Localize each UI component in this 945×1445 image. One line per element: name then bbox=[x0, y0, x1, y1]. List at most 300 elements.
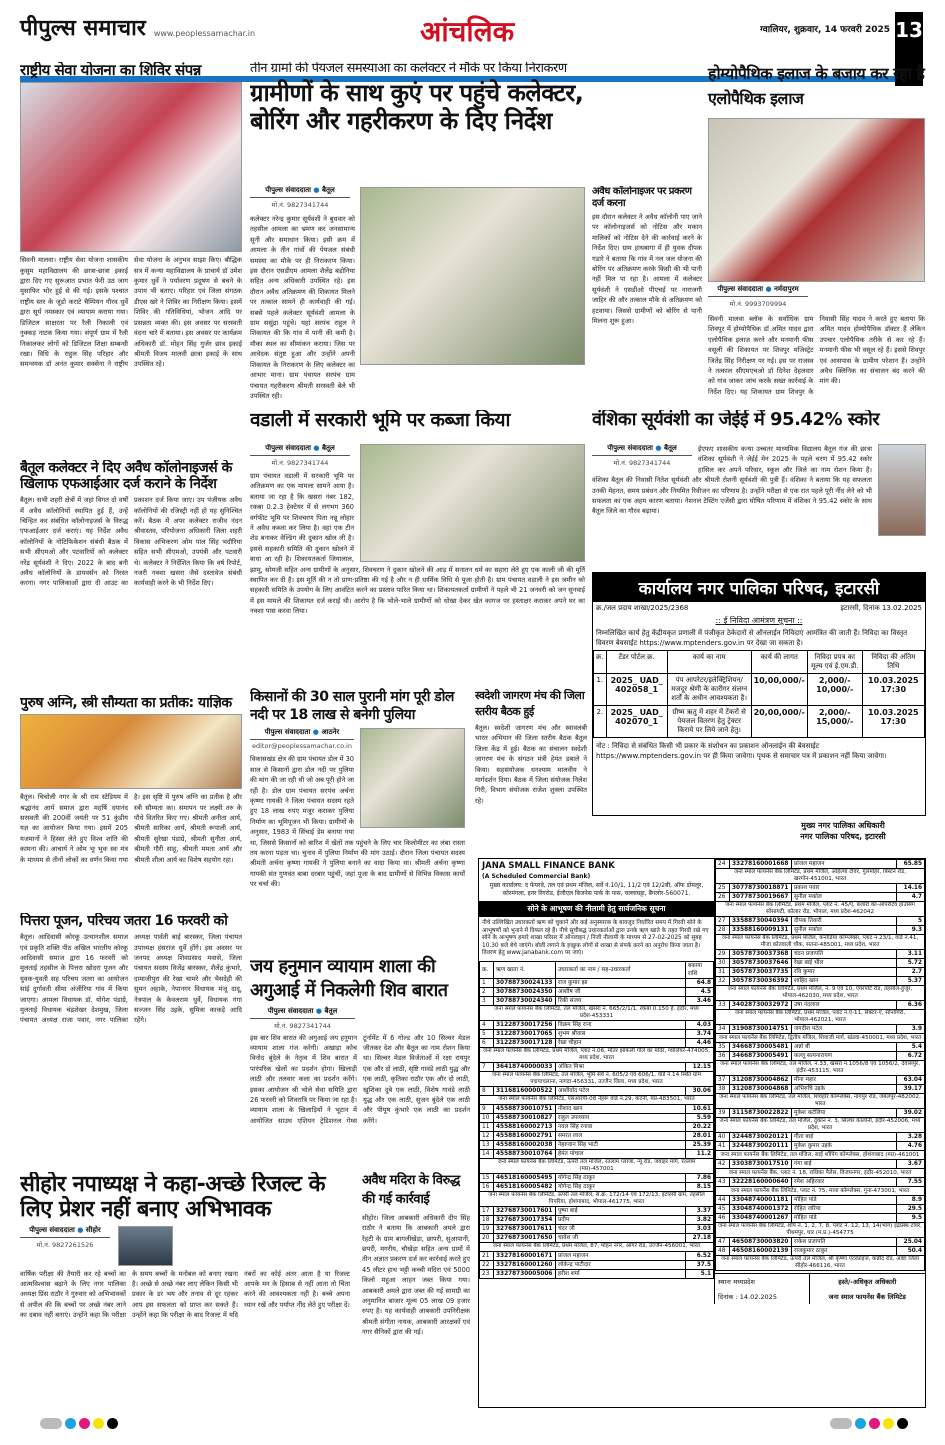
branch-address: जना स्माल फायनेंस बैंक लिमिटेड, प्रथम मंजिल, अहिल्या टॉवर, गुलमोहर, बिस्टन रोड, खरगोन-451001, भारत bbox=[716, 869, 925, 884]
row-number: 14 bbox=[480, 1149, 494, 1158]
nss-headline: राष्ट्रीय सेवा योजना का शिविर संपन्न bbox=[20, 62, 201, 79]
notice-date: इटारसी, दिनांक 13.02.2025 bbox=[840, 604, 922, 612]
loan-account: 33278160001668 bbox=[730, 860, 792, 869]
loan-row bbox=[480, 1206, 714, 1215]
amount: 65.85 bbox=[897, 860, 925, 869]
branch-address: जना स्माल फायनेंस बैंक, प्लाट नं. 18, राधिका पैलेस, विजयनगर, इंदौर-452010, भारत bbox=[716, 1169, 925, 1178]
amount: 3.74 bbox=[686, 1029, 714, 1038]
vanshika-headline: वंशिका सूर्यवंशी का जेईई में 95.42% स्कोर bbox=[592, 410, 880, 430]
branch-address-row bbox=[716, 935, 925, 950]
loan-row bbox=[480, 1251, 714, 1260]
tender-cell: 20,00,000/- bbox=[751, 706, 807, 738]
branch-address: जना स्माल फायनेंस बैंक लिमिटेड, एसआरपी-08 नेहरू वार्ड नं.29, कटनी, मप्र-483501, भारत bbox=[480, 1095, 714, 1104]
borrower-name: मोहित पांडे bbox=[792, 1214, 897, 1223]
page-number: 13 bbox=[895, 12, 923, 86]
row-number: 4 bbox=[480, 1020, 494, 1029]
loan-account: 31228730017065 bbox=[494, 1029, 556, 1038]
amount: 28.01 bbox=[686, 1131, 714, 1140]
loan-row bbox=[716, 950, 925, 959]
loan-row bbox=[716, 1109, 925, 1118]
branch-address: जना स्माल फायनेंस बैंक लिमिटेड, प्रथम मंजिल, प्लाट नं.ए-11, सेक्टर-ए, सोनागिरी, भोपाल-462021, भारत bbox=[716, 1010, 925, 1025]
amount: 10.61 bbox=[686, 1104, 714, 1113]
collector-photo bbox=[360, 187, 585, 365]
amount: 4.76 bbox=[897, 1142, 925, 1151]
amount: 20.22 bbox=[686, 1122, 714, 1131]
row-number: 11 bbox=[480, 1122, 494, 1131]
loan-row bbox=[480, 1215, 714, 1224]
borrower-name: मुकेश कुमार उइके bbox=[792, 1142, 897, 1151]
borrower-name: गीता बाई bbox=[792, 1133, 897, 1142]
bank-table-right bbox=[715, 859, 925, 1271]
amount: 5.4 bbox=[897, 1043, 925, 1052]
loan-row bbox=[716, 1247, 925, 1256]
wadali-body: ग्राम पंचायत वडाली में सरकारी भूमि पर अतिक्रमण का एक मामला सामने आया है। बताया जा रहा है कि खसरा नंबर 182, रकबा 0.2.3 हेक्टेयर में से लगभग 360 वर्गफीट भूमि पर शिवचरण पिता नन्नू लोहार ने अवैध कब्जा कर लिया है। वहां एक टीन शेड बनाकर वेल्डिंग की दुकान खोल ली है। इससे सहकारी समिति की दुकान खोलने में बाधा आ रही है। शिकायतकर्ता जियालाल, झामू, सोमजी सहित अन्य ग्रामीणों के अनुसार, शिवचरण ने दुकान खोलने की आड़ में सनातन धर्म का सहारा लेते हुए एक काली जी की मूर्ति स्थापित कर दी है। इस मूर्ति की न तो प्राण-प्रतिष्ठा की गई है और न ही धार्मिक विधि से पूजा होती है। ग्राम पंचायत वडाली ने इस जमीन को सहकारी समिति के उपयोग के लिए आवंटित करने का प्रस्ताव पारित किया था। शिकायतकर्ता ग्रामीणों ने पहले भी 21 जनवरी को जन सुनवाई में इस मामले की शिकायत दर्ज कराई थी। आरोप है कि भोले-भाले ग्रामीणों को धोखा देकर खेत कागज पर हस्ताक्षर कराकर अपने घर का नक्शा पास करवा लिया। bbox=[250, 472, 585, 616]
borrower-name: पुष्पा बाई bbox=[556, 1206, 686, 1215]
row-number: 16 bbox=[480, 1182, 494, 1191]
branch-address-row bbox=[480, 1071, 714, 1086]
loan-account: 33278730005006 bbox=[494, 1269, 556, 1278]
loan-row bbox=[716, 968, 925, 977]
amount: 3.37 bbox=[686, 1206, 714, 1215]
row-number: 5 bbox=[480, 1029, 494, 1038]
tender-header: क्र. bbox=[594, 651, 607, 674]
loan-row bbox=[480, 1113, 714, 1122]
loan-account: 32448730020111 bbox=[730, 1142, 792, 1151]
amount: 5.1 bbox=[686, 1269, 714, 1278]
tender-header: कार्य का नाम bbox=[667, 651, 751, 674]
loan-account: 32448730020121 bbox=[730, 1133, 792, 1142]
signatory-office: नगर पालिका परिषद, इटारसी bbox=[800, 832, 886, 841]
borrower-name: शाहिद खान bbox=[792, 977, 897, 986]
row-number: 21 bbox=[480, 1251, 494, 1260]
row-number: 9 bbox=[480, 1104, 494, 1113]
tender-cell: 2025_ UAD_ 402058_1 bbox=[606, 674, 667, 706]
amount: 39.17 bbox=[897, 1085, 925, 1094]
byline-mobile: मो.नं. 9827261526 bbox=[36, 1240, 94, 1249]
branch-address-row bbox=[716, 902, 925, 917]
tender-cell: 2025_ UAD_ 402070_1 bbox=[606, 706, 667, 738]
loan-account: 46508160002139 bbox=[730, 1247, 792, 1256]
bank-table-left bbox=[479, 961, 714, 1279]
edition-date: ग्वालियर, शुक्रवार, 14 फरवरी 2025 bbox=[760, 25, 890, 35]
amount: 25.39 bbox=[686, 1140, 714, 1149]
wadali-byline: पीपुल्स संवाददाता ● बैतूल मो.नं. 9827341744 bbox=[250, 444, 350, 467]
loan-row bbox=[480, 1269, 714, 1278]
byline-place: बैतूल bbox=[321, 444, 335, 452]
borrower-name: शुभम श्रीवास bbox=[556, 1029, 686, 1038]
loan-account: 32228160000640 bbox=[730, 1178, 792, 1187]
yagya-body: बैतूल। चिचोली नगर के श्री राम स्टेडियम में श्रद्धानंद आर्य समाज द्वारा महर्षि दयानंद सरस्वती की 200वीं जयंती पर 51 कुंडीय यज्ञ का आयोजन किया गया। इसमें 205 यजमानों ने हिस्सा लेते हुए विश्व शांति की कामना की। आचार्य ने ओम भूः भुवः स्वः मंत्र के माध्यम से तीनों लोकों का वर्णन किया गया है। इस सृष्टि में पुरुष अग्नि का प्रतीक है और स्त्री सौम्यता का। समापन पर लक्ष्मी तरु के पौधे वितरित किए गए। श्रीमती अनीता आर्य, श्रीमती सारिका आर्य, श्रीमती रूपाली आर्य, श्रीमती सुरेखा पंडाग्रे, श्रीमती सुनीता आर्य, श्रीमती गौरी साहू, श्रीमती ममता आर्य और श्रीमती शीला आर्य का विशेष सहयोग रहा। bbox=[20, 793, 242, 864]
jatra-article bbox=[20, 913, 242, 1165]
loan-account: 45588160002713 bbox=[494, 1122, 556, 1131]
website-url[interactable]: www.peoplessamachar.in bbox=[153, 29, 256, 38]
branch-address-row bbox=[480, 1158, 714, 1173]
tender-cell: 1. bbox=[594, 674, 607, 706]
sehore-headline: सीहोर नपाध्यक्ष ने कहा-अच्छे रिजल्ट के लिए प्रेशर नहीं बनाए अभिभावक bbox=[20, 1172, 325, 1223]
borrower-name: नवल सिंह रनावा bbox=[556, 1122, 686, 1131]
loan-row bbox=[480, 978, 714, 987]
branch-address-row bbox=[716, 869, 925, 884]
amount: 5.37 bbox=[897, 977, 925, 986]
row-number: 37 bbox=[716, 1076, 730, 1085]
loan-row bbox=[716, 1205, 925, 1214]
amount: 25.04 bbox=[897, 1238, 925, 1247]
row-number: 23 bbox=[480, 1269, 494, 1278]
jatra-body: बैतूल। आदिवासी कोरकू उत्थानशील समाज एवं प्रकृति शक्ति पीठ अखिल भारतीय कोरकू आदिवासी समाज द्वारा 16 फरवरी को मुलताई तहसील के पित्तरा खोदरा पूजन और युवक-युवती सह परिचय जतरा का आयोजन सांई दुर्गावती सीमा अंजीरिया गांव में किया जाएगा। आमला विधायक डॉ. योगेश पंडाग्रे, मुलताई विधायक चंद्रशेखर देशमुख, जिला पंचायत अध्यक्ष राजा पवार, नगर पालिका अध्यक्ष पार्वती बाई बारस्कर, जिला पंचायत उपाध्यक्ष हंसराज धुर्वे होंगे। इस अवसर पर जनपद अध्यक्ष शिवप्रसाद मवासे, जिला पंचायत सदस्य विजेंद्र बारस्कर, शैलेंद्र कुंभारे, दामाजीपुरा की रेखा चामरे और भैसदेही की सुमन अहाके, नेपानगर विधायक मंजू दादू, नेत्रपाल के केवलराम धुर्वे, विधायक गंगा सज्जन सिंह उइके, सुमित्रा काकड़े आदि रहेंगे। bbox=[20, 933, 242, 1025]
bank-place: स्थानः मध्यप्रदेश bbox=[718, 1278, 755, 1286]
amount: 37.5 bbox=[686, 1260, 714, 1269]
loan-row bbox=[480, 996, 714, 1005]
branch-address: जना स्माल फायनेंस बैंक लिमिटेड, द्वितीय मंजिल, शिवाजी मार्ग, खंडवा-450001, मध्य प्रदेश, भारत bbox=[716, 1034, 925, 1043]
sehore-byline: पीपुल्स संवाददाता ● सीहोर मो.नं. 9827261526 bbox=[20, 1226, 110, 1266]
loan-row bbox=[716, 1025, 925, 1034]
row-number: 46 bbox=[716, 1214, 730, 1223]
branch-address-row bbox=[480, 1005, 714, 1020]
row-number: 28 bbox=[716, 926, 730, 935]
borrower-name: रवि कुमार bbox=[792, 968, 897, 977]
byline-mobile: मो.नं. 9827341744 bbox=[271, 201, 329, 209]
branch-address: जना स्माल फायनेंस बैंक लिमिटेड, प्रथम मंजिल, नं. 9 एवं 10, एयरपोर्ट रोड, तहसील-हुजूर, भोपाल-462030, मध्य प्रदेश, भारत bbox=[716, 986, 925, 1001]
loan-account: 30578730037735 bbox=[730, 968, 792, 977]
branch-address-row bbox=[716, 1118, 925, 1133]
branch-address: जना स्माल फायनेंस बैंक लिमिटेड, प्रथम मंजिल, प्लाट नं.06, मोतर झाकली गोले का मंदिर, ग्वालियर-474005, मध्य प्रदेश, भारत bbox=[480, 1047, 714, 1062]
loan-account: 30578730036392 bbox=[730, 977, 792, 986]
loan-account: 33588160009131 bbox=[730, 926, 792, 935]
loan-account: 34668730005481 bbox=[730, 1043, 792, 1052]
loan-row bbox=[716, 1214, 925, 1223]
loan-row bbox=[716, 1178, 925, 1187]
byline-name: पीपुल्स संवाददाता bbox=[29, 1225, 75, 1234]
borrower-name: सुनील मकोल bbox=[792, 893, 897, 902]
vanshika-article bbox=[592, 444, 926, 568]
kisan-photo bbox=[360, 728, 465, 828]
branch-address-row bbox=[480, 1095, 714, 1104]
borrower-name: जगदीश पटेल bbox=[792, 1025, 897, 1034]
row-number: 15 bbox=[480, 1173, 494, 1182]
masthead-brand bbox=[20, 12, 255, 42]
borrower-name: कल्लू सत्यनारायण bbox=[792, 1052, 897, 1061]
borrower-name: प्रदीप bbox=[556, 1215, 686, 1224]
row-number: 13 bbox=[480, 1140, 494, 1149]
tender-row bbox=[594, 674, 925, 706]
bank-header: ऋण खाता नं. bbox=[494, 961, 556, 978]
branch-address: जना स्माल फायनेंस बैंक लिमिटेड, तल मंजिल, दुकान नं. 3, सिल्वर कॉलोनी, इंदौर-452006, मध्य प्रदेश, भारत bbox=[716, 1118, 925, 1133]
loan-row bbox=[480, 1086, 714, 1095]
row-number: 36 bbox=[716, 1052, 730, 1061]
bank-header: उधारकर्ता का नाम / सह-उधारकर्ता bbox=[556, 961, 686, 978]
amount: 8.9 bbox=[897, 1196, 925, 1205]
branch-address: जना स्माल फायनेंस बैंक लिमिटेड, प्रथम मंजिल, प्लाट नं. 45/ए, बंजारी को-ऑपरेटिव हाउसिंग सोसायटी, कोलार रोड, भोपाल, मध्य प्रदेश-462042 bbox=[716, 902, 925, 917]
branch-address: जना स्माल फायनेंस बैंक लिमिटेड, तल मंजिल, नं.33, खसरा नं.1056/8 एवं 1056/2, देवासपुर, इंदौर-453115, भारत bbox=[716, 1061, 925, 1076]
amount: 3.67 bbox=[897, 1160, 925, 1169]
borrower-name: चंदर जी bbox=[556, 1224, 686, 1233]
row-number: 3 bbox=[480, 996, 494, 1005]
loan-account: 46508730003820 bbox=[730, 1238, 792, 1247]
vanshika-body: ईएफए शासकीय कन्या उच्चतर माध्यमिक विद्यालय बैतूल गंज की छात्रा वंशिका सूर्यवंशी ने जेईई मेन 2025 के पहले चरण में 95.42 स्कोर हासिल कर अपने परिवार, स्कूल और जिले का नाम रोशन किया है। वंशिका बैतूल की निवासी नितेश सूर्यवंशी और श्रीमती रोशनी सूर्यवंशी की पुत्री हैं। वंशिका ने बताया कि यह सफलता उनकी मेहनत, समय प्रबंधन और नियमित रिवीजन का परिणाम है। उन्होंने परीक्षा से एक रात पहले पूरी नींद लेने को भी सफलता का एक अहम कारण बताया। नेशनल टेस्टिंग एजेंसी द्वारा घोषित परिणाम में वंशिका ने 95.42 स्कोर के साथ बैतूल जिले का गौरव बढ़ाया। bbox=[592, 445, 872, 516]
loan-account: 30788730024133 bbox=[494, 978, 556, 987]
row-number: 19 bbox=[480, 1224, 494, 1233]
row-number: 41 bbox=[716, 1142, 730, 1151]
row-number: 18 bbox=[480, 1215, 494, 1224]
loan-row bbox=[716, 893, 925, 902]
tender-table bbox=[593, 650, 925, 738]
borrower-name: रोहित जरिया bbox=[792, 1205, 897, 1214]
amount: 3.9 bbox=[897, 1025, 925, 1034]
borrower-name: गंगा बाई bbox=[792, 1160, 897, 1169]
borrower-name: राज कुमार झा bbox=[556, 978, 686, 987]
liquor-headline: अवैध मदिरा के विरुद्ध की गई कार्रवाई bbox=[362, 1173, 460, 1207]
branch-address: जना स्माल फायनेंस बैंक लिमिटेड, तल मंजिल, शिवहरि कॉम्प्लेक्स, नागपुर रोड, जबलपुर-482002, भारत bbox=[716, 1094, 925, 1109]
loan-row bbox=[480, 1122, 714, 1131]
borrower-name: समरत लाल bbox=[556, 1131, 686, 1140]
amount: 3.03 bbox=[686, 1224, 714, 1233]
swadeshi-article bbox=[475, 688, 587, 848]
byline-name: पीपुल्स संवाददाता bbox=[607, 444, 653, 452]
loan-row bbox=[716, 926, 925, 935]
loan-account: 31228730017128 bbox=[494, 1038, 556, 1047]
borrower-name: विक्रम सिंह राना bbox=[556, 1020, 686, 1029]
branch-address: जना स्माल फायनेंस बैंक लिमिटेड, प्लाट नं. 75, माया कॉम्प्लेक्स, गुना-473001, भारत bbox=[716, 1187, 925, 1196]
amount: 8.15 bbox=[686, 1182, 714, 1191]
amount: 4.03 bbox=[686, 1020, 714, 1029]
byline-mobile: मो.नं. 9827341744 bbox=[274, 1021, 331, 1030]
tender-row bbox=[594, 706, 925, 738]
yagya-headline: पुरुष अग्नि, स्त्री सौम्यता का प्रतीक: याज्ञिक bbox=[20, 695, 232, 711]
row-number: 22 bbox=[480, 1260, 494, 1269]
loan-account: 32768730017354 bbox=[494, 1215, 556, 1224]
kisan-headline: किसानों की 30 साल पुरानी मांग पूरी डोल नदी पर 18 लाख से बनेगी पुलिया bbox=[250, 689, 454, 724]
bank-signatory-org: जना स्माल फायनेंस बैंक लिमिटेड bbox=[828, 1293, 906, 1301]
tender-cell: पंप आपरेटर/इलेक्ट्रिशियन/मजदूर श्रेणी के कारीगर संलग्न शर्तों के अधीन आवश्यकता है। bbox=[667, 674, 751, 706]
borrower-name: रेखा बाई भील bbox=[792, 959, 897, 968]
loan-row bbox=[480, 1182, 714, 1191]
amount: 6.36 bbox=[897, 1001, 925, 1010]
loan-account: 31158730022822 bbox=[730, 1109, 792, 1118]
amount: 64.8 bbox=[686, 978, 714, 987]
borrower-name: लोकेन्द्र पाटीदार bbox=[556, 1260, 686, 1269]
sehore-meta bbox=[20, 1226, 350, 1266]
branch-address: जना स्माल फायनेंस बैंक लिमिटेड, तल मंजिल, खसरा नं. 665/2/1/1, रकबा 0.150 हे. इंदौर, मध्य प्रदेश-453331 bbox=[480, 1005, 714, 1020]
amount: 14.16 bbox=[897, 884, 925, 893]
loan-account: 33278160001260 bbox=[494, 1260, 556, 1269]
loan-account: 45588160002038 bbox=[494, 1140, 556, 1149]
kisan-article bbox=[250, 688, 465, 948]
loan-row bbox=[716, 1196, 925, 1205]
amount: 6.72 bbox=[897, 1052, 925, 1061]
loan-row bbox=[480, 1029, 714, 1038]
loan-account: 31228730017256 bbox=[494, 1020, 556, 1029]
loan-row bbox=[480, 1233, 714, 1242]
branch-address: जना स्माल फायनेंस बैंक लिमिटेड, तल मंजिल, भूमि सर्वे नं. 605/2 एवं 606/1, वार्ड नं.14 स्थित ग्राम पद्मपाचलाना, नागदा-456331, उज्जैन जिला, मध्य प्रदेश, भारत bbox=[480, 1071, 714, 1086]
amount: 2.7 bbox=[897, 968, 925, 977]
borrower-name: आशीर्वाद पटेल bbox=[556, 1086, 686, 1095]
branch-address-row bbox=[716, 1256, 925, 1271]
branch-address: जना स्माल फायनेंस बैंक लिमिटेड, प्रथम मंजिल, कनोडिया कॉम्प्लेक्स, प्लाट नं.23/1, वार्ड नं.41, मौजा कोतवाली चौक, सतना-485001, मध्य प्रदेश, भारत bbox=[716, 935, 925, 950]
borrower-name: प्रांजल महाजन bbox=[792, 860, 897, 869]
row-number: 6 bbox=[480, 1038, 494, 1047]
branch-address-row bbox=[480, 1047, 714, 1062]
amount: 5.59 bbox=[686, 1113, 714, 1122]
borrower-name: दीपक तिवारी bbox=[792, 917, 897, 926]
byline-name: पीपुल्स संवाददाता bbox=[264, 728, 311, 737]
loan-account: 36418740000033 bbox=[494, 1062, 556, 1071]
bank-banner: सोने के आभूषण की नीलामी हेतु सार्वजनिक सूचना bbox=[479, 901, 714, 917]
branch-address: जना स्माल फायनेंस बैंक लिमिटेड, शॉप नं. 1, 2, 7, 8, प्लाट नं. 12, 13, 14(भाग) इंद्रप्रस्थ टॉवर, पीथमपुर, धार (म.प्र.)-454775 bbox=[716, 1223, 925, 1238]
loan-row bbox=[480, 1062, 714, 1071]
loan-row bbox=[716, 1238, 925, 1247]
homeo-byline: पीपुल्स संवाददाता ● नर्मदापुरम मो.नं. 9993709994 bbox=[708, 285, 808, 308]
loan-row bbox=[716, 860, 925, 869]
byline-place: आठनेर bbox=[321, 728, 340, 737]
byline-name: पीपुल्स संवाददाता bbox=[717, 285, 764, 293]
loan-account: 31208730004862 bbox=[730, 1076, 792, 1085]
bank-text: नीचे उल्लिखित उधारकर्ता ऋण को चुकाने और कई अनुस्मारक के बावजूद निर्धारित समय में गिरवी सोने के आभूषणों को भुनाने में विफल रहे हैं। नीचे सूचीबद्ध उधारकर्ताओं द्वारा उनके ऋण खाते के तहत गिरवी रखे गए सोने के आभूषण हमारे शाखा परिसर में ऑनलाइन / निजी नीलामी के माध्यम से 27-02-2025 को सुबह 10.30 बजे बेचे जाएंगे। बोली लगाने के इच्छुक लोगों से शाखा से संपर्क करने का अनुरोध किया जाता है। विवरण हेतु www.janabank.com पर जाएं। bbox=[482, 920, 709, 957]
loan-account: 31168160000522 bbox=[494, 1086, 556, 1095]
row-number: 48 bbox=[716, 1247, 730, 1256]
sehore-body: वार्षिक परीक्षा की तैयारी कर रहे बच्चों का आत्मविश्वास बढ़ाने के लिए नगर पालिका अध्यक्ष प्रिंस राठौर ने गुरुवार को अभिभावकों से अपील की कि बच्चों पर अच्छे नंबर लाने का दबाव नहीं बनाएं। उन्होंने कहा कि परीक्षा के समय बच्चों के मनोबल को बनाए रखना है। अच्छे से अच्छे नंबर लाए लेकिन किसी भी प्रकार के डर भय और तनाव से दूर रहकर आप इस सफलता को प्राप्त कर सकते हैं। उन्होंने कहा कि परीक्षा के बाद रिजल्ट में यदि नंबरों का कोई अंतर आता है या रिजल्ट आपके मन के हिसाब से नहीं आता तो चिंता करने की आवश्यकता नहीं है। बच्चे अपना ध्यान रखें और पर्याप्त नींद लेते हुए परीक्षा दें। bbox=[20, 1269, 350, 1320]
borrower-name: रिंकी संजय bbox=[556, 996, 686, 1005]
collector-side bbox=[592, 186, 702, 404]
borrower-name: योगेन्द्र सिंह ठाकुर bbox=[556, 1173, 686, 1182]
byline-email[interactable]: editor@peoplessamachar.co.in bbox=[252, 742, 352, 751]
loan-row bbox=[480, 1224, 714, 1233]
hanuman-body: इस बार शिव बारात की अगुआई जय हनुमान व्यायाम शाला गंज करेगी। अखाड़ा कोच विनोद बुंदेले के नेतृत्व में शिव बारात में पारंपरिक खेलों का प्रदर्शन होगा। खिलाड़ी लाठी और तलवार कला का प्रदर्शन करेंगे। इसका आयोजन श्री भोले सेवा समिति द्वारा 26 फरवरी को शिवरात्रि पर किया जा रहा है। व्यायाम शाला के खिलाड़ियों ने भूटान में आयोजित साउथ एशियन ट्रेडिशनल गेम्स टूर्नामेंट में 6 गोल्ड और 10 सिल्वर मेडल जीतकर देश और बैतूल का नाम रोशन किया था। सिल्वर मेडल विजेताओं में रक्षा रायपुर एक और दो लाठी, सृष्टि गावंडे लाठी युद्ध और एक लाठी, कृतिका राठौर एक और दो लाठी, खुशिका दुबे एक लाठी, विशेष गावंडे लाठी युद्ध और एक लाठी, सुजन बुंदेले एक लाठी और पीयूष कुंभारे एक लाठी का प्रदर्शन करेंगे। bbox=[250, 1033, 470, 1125]
row-number: 30 bbox=[716, 959, 730, 968]
row-number: 8 bbox=[480, 1086, 494, 1095]
loan-account: 34028730032972 bbox=[730, 1001, 792, 1010]
row-number: 26 bbox=[716, 893, 730, 902]
amount: 4.5 bbox=[686, 987, 714, 996]
borrower-name: राजकुमार ठाकुर bbox=[792, 1247, 897, 1256]
homeo-body: सिवनी मालवा ब्लॉक के सर्वाधिक ग्राम शिवपुर में होम्योपैथिक डॉ अमित यादव द्वारा एलोपैथिक इलाज करने और मनमानी फीस वसूली की शिकायत पर शिवपुर मजिस्ट्रेट जितेंद्र सिंह निरीक्षण पर गई। इस पर राजस्व ने तत्काल सीएमएचओ डॉ दिनेश देहलवार को गांव जाकर जांच करके सख्त कार्रवाई के निर्देश दिए। यह शिकायत ग्राम शिवपुर के निवासी सिंह यादव ने करते हुए बताया कि अमित यादव होम्योपैथिक डॉक्टर हैं लेकिन उपचार एलोपैथिक तरीके से कर रहे हैं। मनमानी फीस भी वसूल रहे हैं। इससे शिवपुर एवं आसपास के ग्रामीण परेशान हैं। उन्होंने अवैध क्लिनिक का संचालन बंद करने की मांग की। bbox=[708, 315, 925, 396]
loan-account: 30788730024340 bbox=[494, 996, 556, 1005]
loan-account: 32768730017650 bbox=[494, 1233, 556, 1242]
loan-account: 33048740001181 bbox=[730, 1196, 792, 1205]
tender-cell: 2,000/- 10,000/- bbox=[807, 674, 862, 706]
branch-address: जना स्माल फायनेंस बैंक लिमिटेड, ऊपरी तल मंजिल, श्री कृष्णा एंटरप्राइज, कन्नौद रोड, आष्टा जिला सीहोर-466116, भारत bbox=[716, 1256, 925, 1271]
row-number: 34 bbox=[716, 1025, 730, 1034]
hanuman-article bbox=[250, 955, 470, 1165]
kisan-body: विकासखंड क्षेत्र की ग्राम पंचायत डोल में 30 साल से किसानों द्वारा डोल नदी पर पुलिया की मांग की जा रही थी जो अब पूरी होने जा रही है। डोल ग्राम पंचायत सरपंच अर्चना कृष्णा गायकी ने जिला पंचायत सदस्य रहते हुए 18 लाख रुपए मंजूर कराकर पुलिया निर्माण का भूमिपूजन भी किया। ग्रामीणों के अनुसार, 1983 में सिंचाई डेम बनाया गया था, जिससे किसानों को बारिश में खेतों तक पहुंचने के लिए चार किलोमीटर का लंबा रास्ता तय करना पड़ता था। चुनाव में पुलिया निर्माण की मांग उठाई। दौरान जिला पंचायत सदस्य श्रीमती अर्चना कृष्णा गायकी ने पुलिया बनाने का वादा किया था। श्रीमती अर्चना कृष्णा गायकी संत गुणवंत बाबा दरबार पहुंचीं, जहां पूजा के बाद ग्रामीणों से विभिन्न विकास कार्यों पर चर्चा की। bbox=[250, 755, 465, 889]
collector-side-headline: अवैध कॉलोनाइजर पर प्रकरण दर्ज करना bbox=[592, 186, 692, 209]
borrower-name: नेहरुवान सिंह भाटी bbox=[556, 1140, 686, 1149]
tender-cell: 10.03.2025 17:30 bbox=[862, 706, 924, 738]
loan-account: 45588730010827 bbox=[494, 1113, 556, 1122]
bank-auction-notice bbox=[478, 858, 926, 1408]
colonizers-headline: बैतूल कलेक्टर ने दिए अवैध कॉलोनाइजर्स के खिलाफ एफआईआर दर्ज कराने के निर्देश bbox=[20, 460, 232, 493]
amount: 4.46 bbox=[686, 1038, 714, 1047]
loan-account: 31208730004868 bbox=[730, 1085, 792, 1094]
collector-headline: ग्रामीणों के साथ कुएं पर पहुंचे कलेक्टर, बोरिंग और गहरीकरण के दिए निर्देश bbox=[250, 78, 584, 135]
tender-header: टेंडर पोर्टल क्र. bbox=[606, 651, 667, 674]
amount: 3.46 bbox=[686, 996, 714, 1005]
byline-name: पीपुल्स संवाददाता bbox=[267, 1006, 314, 1015]
branch-address: जना स्माल फायनेंस बैंक लिमिटेड, ऊपरी तल मंजिल, रतलाम प्लाजा, न्यू रोड, जवाहर मार्ग, रतलाम (मप्र)-457001 bbox=[480, 1158, 714, 1173]
color-register-marks-left bbox=[40, 1418, 118, 1429]
byline-place: बैतूल bbox=[321, 186, 335, 194]
homeo-headline: होम्योपैथिक इलाज के बजाय कर रहा है एलोपैथिक इलाज bbox=[708, 64, 925, 108]
newspaper-logo: पीपुल्स समाचार bbox=[20, 15, 146, 41]
loan-row bbox=[480, 1173, 714, 1182]
bank-name: JANA SMALL FINANCE BANK bbox=[482, 861, 615, 871]
branch-address-row bbox=[480, 1191, 714, 1206]
amount: 6.52 bbox=[686, 1251, 714, 1260]
loan-row bbox=[716, 1001, 925, 1010]
signatory-title: मुख्य नगर पालिका अधिकारी bbox=[801, 821, 885, 830]
tender-header: निविदा प्रपत्र का मूल्य एवं ई.एम.डी. bbox=[807, 651, 862, 674]
byline-mobile: मो.नं. 9827341744 bbox=[613, 459, 671, 467]
tender-cell: 10.03.2025 17:30 bbox=[862, 674, 924, 706]
borrower-name: अभिरुचि उइके bbox=[792, 1085, 897, 1094]
collector-kicker: तीन ग्रामों की पेयजल समस्याआ का कलेक्टर ने मौके पर किया निराकरण bbox=[250, 62, 567, 76]
branch-address: जना स्माल फायनेंस बैंक लिमिटेड, प्रथम मंजिल, 87, मोहन नगर, आगर रोड, उज्जैन-456001, भारत bbox=[480, 1242, 714, 1251]
branch-address-row bbox=[716, 1223, 925, 1238]
borrower-name: योगेन्द्र सिंह ठाकुर bbox=[556, 1182, 686, 1191]
row-number: 43 bbox=[716, 1178, 730, 1187]
borrower-name: राहुल उपाध्याय bbox=[556, 1113, 686, 1122]
nss-body: सिवनी मालवा। राष्ट्रीय सेवा योजना शासकीय कुसुम महाविद्यालय की छात्रा-छात्रा इकाई द्वारा दिए गए सुरूआत प्रभात फेरी उठ जाग मुसाफिर भोर हुई से की गई। इसके पश्चात राष्ट्रीय स्तर के जूडो कराटे चैम्पियन गौरव धुर्वे द्वारा सूर्य नमस्कार एवं व्यायाम कराया गया। डिजिटल साक्षरता पर रैली निकाली एवं नुक्कड़ नाटक किया गया। संपूर्ण ग्राम में रैली निकालकर लोगों को डिजिटल शिक्षा सम्बन्धी रखा। विधि के राहुल सिंह परिहार और समन्वयक डॉ अनंत कुमार सक्सेना ने राष्ट्रीय सेवा योजना के अनुभव साझा किए। बौद्धिक सत्र में कन्या महाविद्यालय के प्राचार्य डॉ उमेश कुमार धुर्वे ने पर्यावरण प्रदूषण से बचने के उपाय भी बताए। परिहार एवं जिला संगठक डीएस खरे ने शिविर का निरीक्षण किया। इसमें शिविर की गतिविधियां, भोजन आदि पर प्रसन्नता व्यक्त की। इस अवसर पर सरस्वती वंदना चारे में बताया। इस अवसर पर कार्यक्रम अधिकारी डॉ. मोहन सिंह गुर्जर छात्र इकाई श्रीमती विजय मालवी छात्रा इकाई के साथ उपस्थित रहे। bbox=[20, 256, 242, 369]
tender-cell: 10,00,000/- bbox=[751, 674, 807, 706]
branch-address: जना स्माल फायनेंस बैंक लिमिटेड, ऊपरी तल मंजिल, स.क्र. 172/14 एवं 172/13, इटारसी ग्राम, तहसील पिपरिया, होशंगाबाद, भोपाल-461775, भारत bbox=[480, 1191, 714, 1206]
bank-header: बकाया राशि bbox=[686, 961, 714, 978]
loan-row bbox=[480, 1020, 714, 1029]
loan-account: 32768730017601 bbox=[494, 1206, 556, 1215]
wadali-photo bbox=[360, 444, 585, 562]
bank-signatory: हस्ते/-अधिकृत अधिकारी bbox=[838, 1278, 897, 1286]
borrower-name: चावेश जी bbox=[556, 1233, 686, 1242]
loan-row bbox=[716, 959, 925, 968]
byline-name: पीपुल्स संवाददाता bbox=[265, 186, 311, 194]
yagya-article bbox=[20, 695, 242, 908]
tender-header: कार्य की लागत bbox=[751, 651, 807, 674]
liquor-body: सीहोर। जिला आबकारी अधिकारी दीप सिंह राठौर ने बताया कि आबकारी अमले द्वारा रेहटी के ग्राम बागलीखेड़ा, छापरी, सुआपानी, छपरी, मगरीय, चौखेड़ा सहित अन्य ग्रामों में तीन अज्ञात प्रकरण दर्ज कर कार्रवाई करते हुए 45 लीटर हाथ भट्टी कच्ची मदिरा एवं 5000 किलो महुआ लाहन जब्त किया गया। आबकारी अमले द्वारा जब्त की गई सामग्री का अनुमानित बाजार मूल्य 05 लाख 09 हजार रुपए है। यह कार्यवाही आबकारी उपनिरीक्षक श्रीमती संगीता नायक, आबकारी आरक्षकों एवं नगर सैनिकों द्वारा की गई। bbox=[362, 1213, 470, 1337]
borrower-name: अन्नो बी bbox=[792, 1043, 897, 1052]
amount: 3.11 bbox=[897, 950, 925, 959]
branch-address-row bbox=[716, 1061, 925, 1076]
row-number: 38 bbox=[716, 1085, 730, 1094]
row-number: 45 bbox=[716, 1205, 730, 1214]
loan-row bbox=[480, 1260, 714, 1269]
nss-photo bbox=[20, 82, 242, 252]
liquor-article bbox=[362, 1172, 470, 1418]
notice-ref: क्र./जल प्रदाय शाखा/2025/2368 bbox=[596, 604, 689, 612]
bank-header: क्र. bbox=[480, 961, 494, 978]
borrower-name: प्रकाश पवार bbox=[792, 884, 897, 893]
row-number: 32 bbox=[716, 977, 730, 986]
sehore-photo bbox=[118, 1226, 173, 1266]
borrower-name: आशीष जी bbox=[556, 987, 686, 996]
nss-article bbox=[20, 62, 242, 455]
byline-place: बैतूल bbox=[324, 1006, 338, 1015]
loan-row bbox=[716, 917, 925, 926]
amount: 12.15 bbox=[686, 1062, 714, 1071]
wadali-article bbox=[250, 444, 585, 680]
color-register-marks-right bbox=[830, 1418, 908, 1429]
row-number: 35 bbox=[716, 1043, 730, 1052]
tender-cell: 2. bbox=[594, 706, 607, 738]
row-number: 7 bbox=[480, 1062, 494, 1071]
section-title: आंचलिक bbox=[420, 15, 515, 48]
row-number: 2 bbox=[480, 987, 494, 996]
row-number: 10 bbox=[480, 1113, 494, 1122]
notice-note: नोट : निविदा से संबंधित किसी भी प्रकार के संशोधन का प्रकाशन ऑनलाईन की बेवसाईट https://www.mptenders.gov.in पर ही किया जावेगा। पृथक से समाचार पत्र में प्रकाशन नहीं किया जावेगा। bbox=[596, 742, 887, 760]
sehore-article bbox=[20, 1172, 350, 1418]
byline-place: सीहोर bbox=[85, 1225, 101, 1234]
row-number: 40 bbox=[716, 1133, 730, 1142]
amount: 63.04 bbox=[897, 1076, 925, 1085]
loan-row bbox=[480, 987, 714, 996]
amount: 4.7 bbox=[897, 893, 925, 902]
